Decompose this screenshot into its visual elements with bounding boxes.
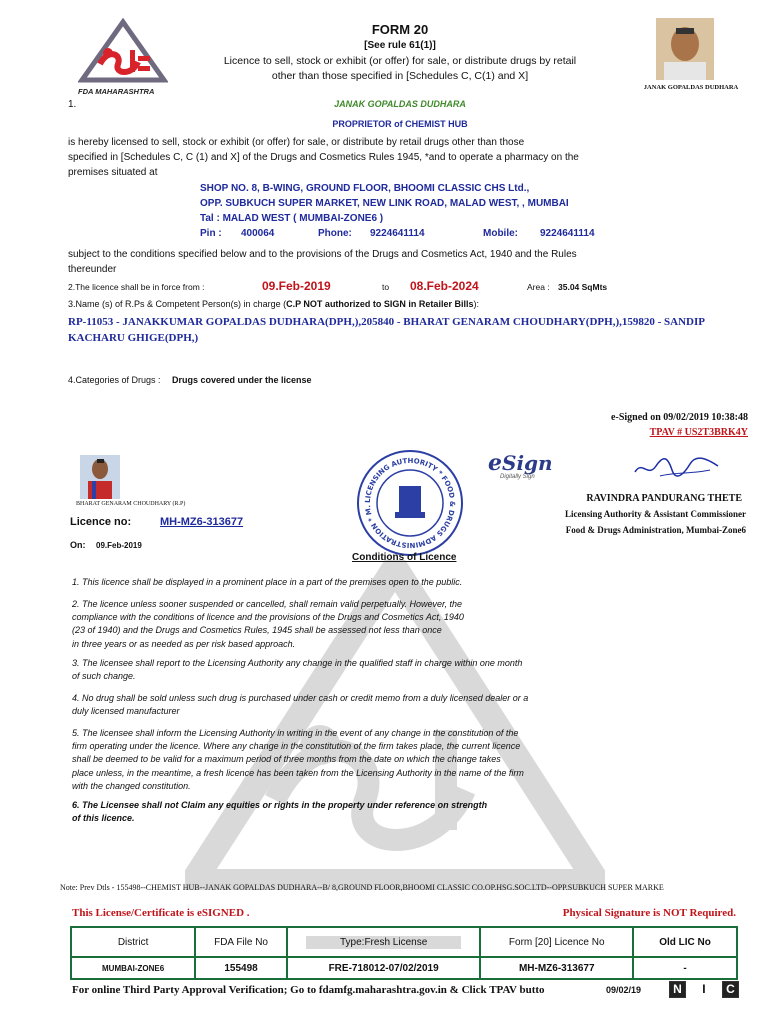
fda-logo [78,18,168,94]
address-line-2: OPP. SUBKUCH SUPER MARKET, NEW LINK ROAD, MALAD WEST, , MUMBAI [200,198,569,209]
officer-title-2: Food & Drugs Administration, Mumbai-Zone6 [565,525,746,535]
form-description-2: other than those specified in [Schedules C, C(1) and X] [271,70,529,82]
valid-from-date: 09.Feb-2019 [262,279,331,293]
condition-line: 3. The licensee shall report to the Licensing Authority any change in the qualified staff in charge within one month [72,658,523,668]
table-header-type [287,927,480,957]
condition-line: shall be deemed to be valid for a maximum period of three months from the date on which the change takes [72,754,501,765]
persons-line-2: KACHARU GHIGE(DPH,) [68,332,199,344]
on-label: On: [70,540,86,550]
esign-logo [488,450,578,492]
esigned-notice: This License/Certificate is eSIGNED . [72,907,250,919]
condition-5 [72,727,572,793]
intro-line-3: premises situated at [68,167,158,178]
subject-line-2: thereunder [68,264,117,275]
status-box-n: N [669,981,686,998]
licence-number: MH-MZ6-313677 [160,516,244,528]
condition-1 [72,576,572,589]
table-header-district: District [71,927,195,957]
condition-line: compliance with the conditions of licence and the provisions of the Drugs and Cosmetics Act, 1940 [72,612,464,623]
pin-value: 400064 [241,228,275,239]
seal-icon [355,448,465,558]
table-header-old-lic: Old LIC No [633,927,737,957]
fda-logo-icon [78,18,168,84]
handwritten-signature-icon [630,452,725,482]
phone-value: 9224641114 [370,228,425,239]
condition-line: duly licensed manufacturer [72,706,180,717]
subject-line-1: subject to the conditions specified below and to the provisions of the Drugs and Cosmetics Act, 1940 and the Rules [68,249,577,260]
area-value: 35.04 SqMts [558,282,608,292]
table-cell-file-no: 155498 [195,957,287,979]
holder-photo [656,18,714,80]
esign-subtitle: Digitally Sign [500,474,535,480]
condition-3 [72,657,572,683]
table-cell-district: MUMBAI-ZONE6 [71,957,195,979]
condition-line: (23 of 1940) and the Drugs and Cosmetics Rules, 1945 shall be assessed not less than once [72,625,442,636]
licence-label: Licence no: [70,516,132,528]
categories-value: Drugs covered under the license [172,375,312,385]
esigned-timestamp: e-Signed on 09/02/2019 10:38:48 [611,412,748,423]
to-label: to [382,282,390,292]
phone-label: Phone: [318,228,352,239]
condition-line: with the changed constitution. [72,780,191,791]
holder-name: JANAK GOPALDAS DUDHARA [334,99,466,109]
condition-line: 1. This licence shall be displayed in a prominent place in a part of the premises open to the public. [72,577,463,587]
officer-name: RAVINDRA PANDURANG THETE [586,493,742,504]
officer-signature [630,452,725,482]
rule-reference: [See rule 61(1)] [364,40,436,51]
persons-label-text: 3.Name (s) of R.Ps & Competent Person(s) in charge ( [68,299,287,309]
persons-line-1: RP-11053 - JANAKKUMAR GOPALDAS DUDHARA(DPH,),205840 - BHARAT GENARAM CHOUDHARY(DPH,),159820 - SANDIP [68,316,705,328]
status-box-c: C [722,981,739,998]
condition-6 [72,799,572,825]
logo-caption: FDA MAHARASHTRA [78,87,155,96]
pin-label: Pin : [200,228,222,239]
table-row [71,957,737,979]
cp-photo [80,455,120,499]
cp-caption: BHARAT GENARAM CHOUDHARY (R.P) [76,501,186,507]
intro-line-2: specified in [Schedules C, C (1) and X] of the Drugs and Cosmetics Rules 1945, *and to operate a pharmacy on the [68,152,579,163]
address-line-1: SHOP NO. 8, B-WING, GROUND FLOOR, BHOOMI CLASSIC CHS Ltd., [200,183,530,194]
person-photo-icon [656,18,714,80]
condition-line: 2. The licence unless sooner suspended or cancelled, shall remain valid perpetually. However, the [72,599,463,609]
tpav-code: TPAV # US2T3BRK4Y [649,427,748,438]
holder-role: PROPRIETOR of CHEMIST HUB [332,119,468,129]
tpav-verification-text: For online Third Party Approval Verification; Go to fdamfg.maharashtra.gov.in & Click TPAV butto [72,984,545,996]
esign-e: e [488,450,502,476]
address-line-3: Tal : MALAD WEST ( MUMBAI-ZONE6 ) [200,213,384,224]
valid-to-date: 08.Feb-2024 [410,279,479,293]
table-cell-type: FRE-718012-07/02/2019 [287,957,480,979]
condition-4 [72,692,572,718]
condition-line: place unless, in the meantime, a fresh licence has been taken from the Licensing Authority in the name of the firm [72,767,524,778]
condition-line: in three years or as needed as per risk based approach. [72,638,296,649]
svg-text:LICENSING AUTHORITY * FOOD & D: LICENSING AUTHORITY * FOOD & DRUGS ADMINISTRATION * M. [363,456,457,550]
table-header-licence-no: Form [20] Licence No [480,927,633,957]
table-cell-old-lic: - [633,957,737,979]
mobile-label: Mobile: [483,228,518,239]
verification-date: 09/02/19 [606,985,642,995]
table-header-file-no: FDA File No [195,927,287,957]
on-date: 09.Feb-2019 [96,541,142,550]
item-number: 1. [68,99,77,110]
condition-line: 5. The licensee shall inform the Licensing Authority in writing in the event of any change in the constitution of the [72,728,519,738]
area-label: Area : [527,282,550,292]
official-seal [355,448,465,558]
persons-label-end: ): [473,299,479,309]
intro-line-1: is hereby licensed to sell, stock or exhibit (or offer) for sale, or distribute by retail drugs other than those [68,137,525,148]
table-cell-licence-no: MH-MZ6-313677 [480,957,633,979]
officer-title-1: Licensing Authority & Assistant Commissioner [564,509,746,519]
physical-signature-notice: Physical Signature is NOT Required. [562,907,736,919]
verification-boxes [669,980,739,998]
condition-line: of such change. [72,671,136,682]
status-box-i: I [702,982,706,996]
persons-label [68,299,479,309]
mobile-value: 9224641114 [540,228,595,239]
condition-line: 6. The Licensee shall not Claim any equities or rights in the property under reference on strength [72,800,488,810]
condition-line: of this licence. [72,813,135,824]
person-photo-icon [80,455,120,499]
categories-label: 4.Categories of Drugs : [68,375,161,385]
form-description-1: Licence to sell, stock or exhibit (or offer) for sale, or distribute drugs by retail [223,55,577,67]
persons-note: C.P NOT authorized to SIGN in Retailer Bills [286,299,474,309]
previous-details-note: Note: Prev Dtls - 155498--CHEMIST HUB--JANAK GOPALDAS DUDHARA--B/ 8,GROUND FLOOR,BHOOMI CLASSIC CO.OP.HSG.SOC.LTD--OPP.SUBKUCH SUPER MARKE [60,883,664,892]
license-type-badge: Type:Fresh License [306,936,461,949]
form-title: FORM 20 [371,22,429,37]
condition-2 [72,598,572,651]
esign-logo-text: Sign [502,451,553,475]
validity-label: 2.The licence shall be in force from : [68,282,205,292]
conditions-title: Conditions of Licence [352,552,457,563]
table-row [71,927,737,957]
licence-details-table [70,926,738,980]
photo-caption: JANAK GOPALDAS DUDHARA [643,84,739,91]
condition-line: firm operating under the licence. Where any change in the constitution of the firm takes place, the current licence [72,741,521,752]
condition-line: 4. No drug shall be sold unless such drug is purchased under cash or credit memo from a duly licensed dealer or a [72,693,529,703]
